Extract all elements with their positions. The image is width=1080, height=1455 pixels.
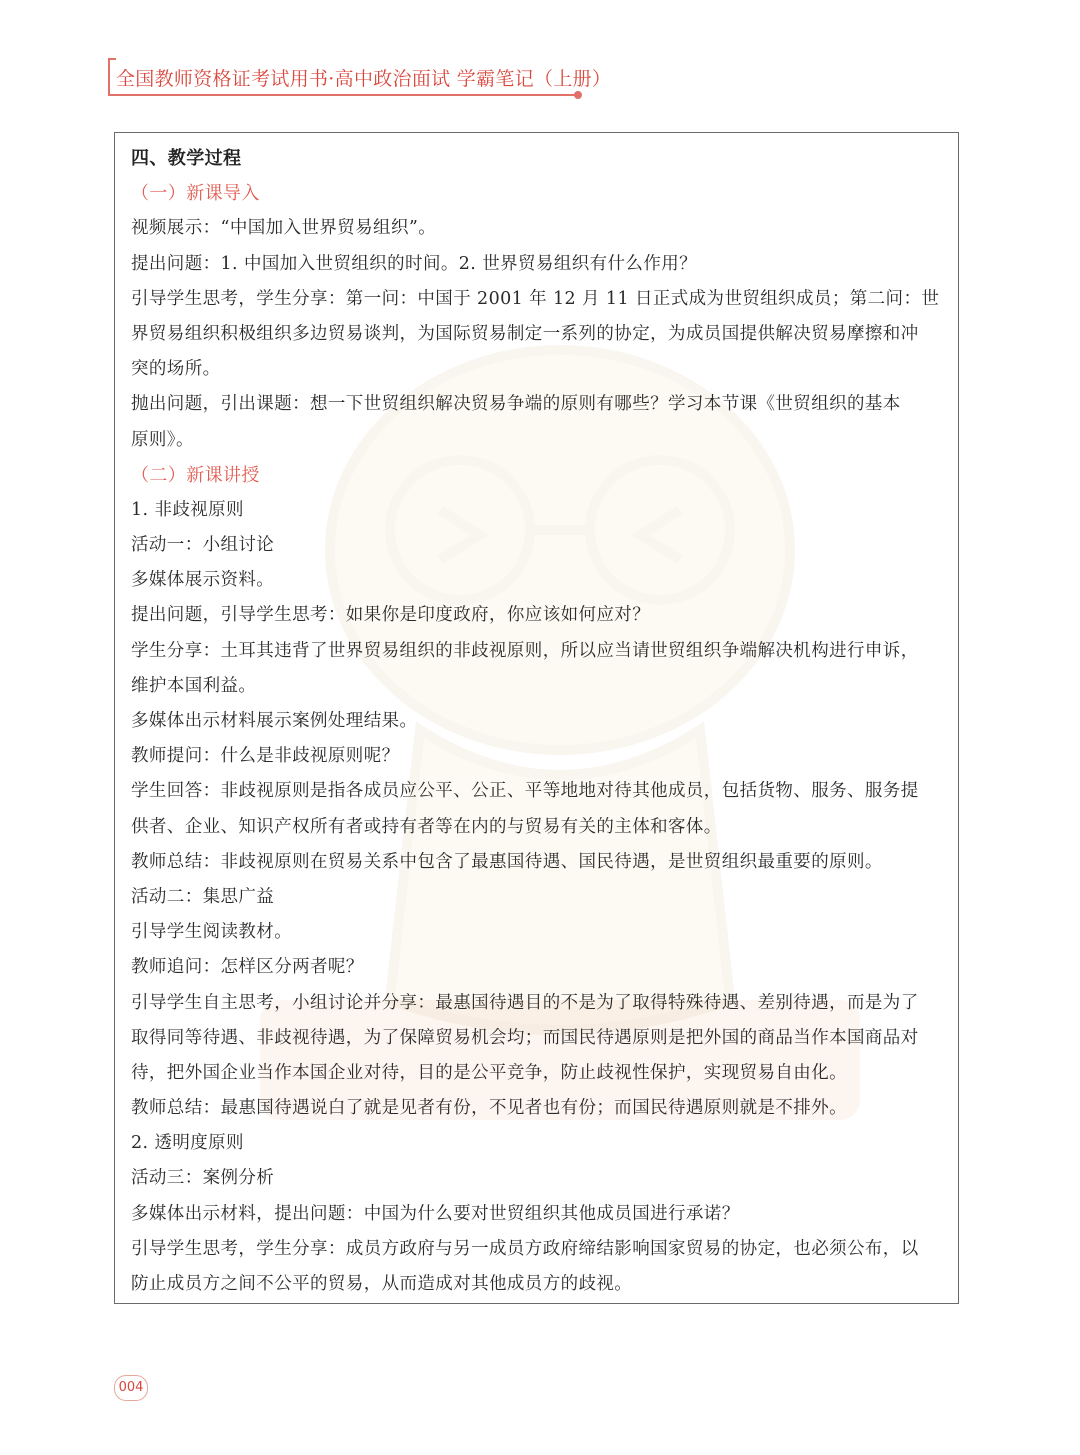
text-line: 引导学生思考，学生分享：成员方政府与另一成员方政府缔结影响国家贸易的协定，也必须公布，以: [131, 1238, 919, 1259]
text-line: 1. 非歧视原则: [131, 499, 244, 520]
text-line: 防止成员方之间不公平的贸易，从而造成对其他成员方的歧视。: [131, 1274, 633, 1294]
text-line: 界贸易组织积极组织多边贸易谈判，为国际贸易制定一系列的协定，为成员国提供解决贸易摩擦和冲: [131, 323, 919, 344]
header-bracket-decoration: [108, 58, 116, 96]
text-line: 学生回答：非歧视原则是指各成员应公平、公正、平等地地对待其他成员，包括货物、服务、服务提: [131, 781, 919, 802]
text-line: 待，把外国企业当作本国企业对待，目的是公平竞争，防止歧视性保护，实现贸易自由化。: [131, 1062, 847, 1083]
text-line: 教师总结：非歧视原则在贸易关系中包含了最惠国待遇、国民待遇，是世贸组织最重要的原则。: [131, 851, 883, 872]
text-line: 取得同等待遇、非歧视待遇，为了保障贸易机会均；而国民待遇原则是把外国的商品当作本国商品对: [131, 1027, 919, 1048]
text-line: 教师追问：怎样区分两者呢？: [131, 957, 364, 978]
text-line: 提出问题：1. 中国加入世贸组织的时间。2. 世界贸易组织有什么作用？: [131, 253, 698, 274]
header-underline-decoration: [108, 94, 576, 96]
text-line: 活动二：集思广益: [131, 886, 275, 907]
subsection-heading: （二）新课讲授: [131, 464, 260, 486]
text-line: 原则》。: [131, 429, 194, 450]
text-line: 抛出问题，引出课题：想一下世贸组织解决贸易争端的原则有哪些？学习本节课《世贸组织的基本: [131, 394, 901, 415]
text-line: 2. 透明度原则: [131, 1133, 244, 1154]
text-line: 维护本国利益。: [131, 675, 257, 696]
text-line: 供者、企业、知识产权所有者或持有者等在内的与贸易有关的主体和客体。: [131, 816, 722, 837]
content-lines: [131, 141, 946, 1302]
text-line: 学生分享：土耳其违背了世界贸易组织的非歧视原则，所以应当请世贸组织争端解决机构进行申诉，: [131, 640, 919, 661]
text-line: 活动一：小组讨论: [131, 535, 275, 556]
text-line: 引导学生阅读教材。: [131, 922, 293, 943]
text-line: 突的场所。: [131, 359, 221, 380]
text-line: 视频展示：“中国加入世界贸易组织”。: [131, 218, 437, 239]
text-line: 多媒体展示资料。: [131, 570, 275, 591]
text-line: 引导学生自主思考，小组讨论并分享：最惠国待遇目的不是为了取得特殊待遇、差别待遇，而是为了: [131, 992, 919, 1013]
text-line: 提出问题，引导学生思考：如果你是印度政府，你应该如何应对？: [131, 605, 651, 626]
subsection-heading: （一）新课导入: [131, 183, 260, 205]
text-line: 多媒体出示材料，提出问题：中国为什么要对世贸组织其他成员国进行承诺？: [131, 1203, 740, 1224]
page-number: 004: [114, 1375, 148, 1401]
text-line: 教师提问：什么是非歧视原则呢？: [131, 746, 400, 767]
text-line: 活动三：案例分析: [131, 1168, 275, 1189]
section-heading: 四、教学过程: [131, 148, 242, 169]
text-line: 引导学生思考，学生分享：第一问：中国于 2001 年 12 月 11 日正式成为世贸组织成员；第二问：世: [131, 288, 940, 309]
lesson-content-box: [114, 132, 959, 1304]
header-title: 全国教师资格证考试用书·高中政治面试 学霸笔记（上册）: [116, 68, 612, 90]
running-header: [108, 58, 612, 98]
text-line: 教师总结：最惠国待遇说白了就是见者有份，不见者也有份；而国民待遇原则就是不排外。: [131, 1098, 847, 1119]
text-line: 多媒体出示材料展示案例处理结果。: [131, 711, 418, 731]
